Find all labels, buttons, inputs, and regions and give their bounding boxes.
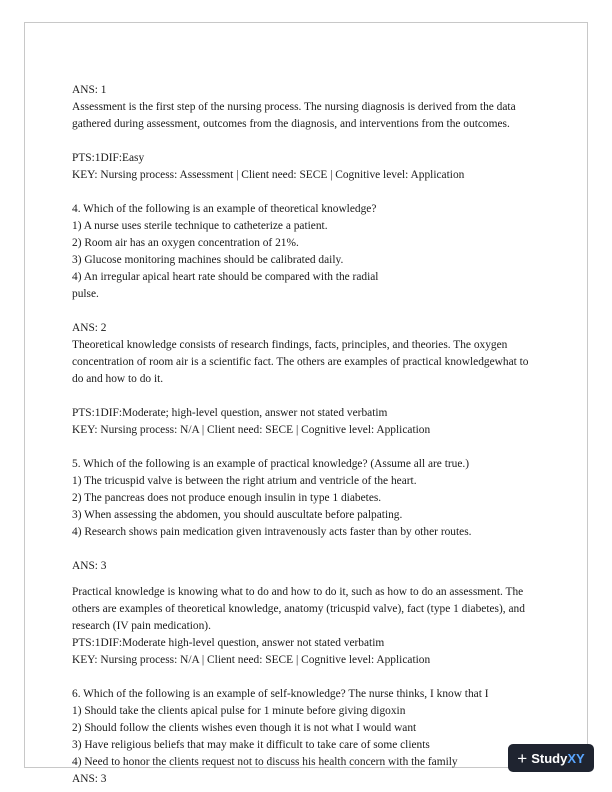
q5-block <box>72 456 542 669</box>
q3-rationale: Assessment is the first step of the nursing process. The nursing diagnosis is derived from the data gathered during assessment, outcomes from the diagnosis, and interventions from the outcomes. <box>72 101 516 130</box>
q6-option-2: 2) Should follow the clients wishes even though it is not what I would want <box>72 722 417 734</box>
q4-question: 4. Which of the following is an example of theoretical knowledge? <box>72 203 377 215</box>
plus-icon: + <box>517 748 528 768</box>
q6-question: 6. Which of the following is an example of self-knowledge? The nurse thinks, I know that I <box>72 688 489 700</box>
q3-key: KEY: Nursing process: Assessment | Client need: SECE | Cognitive level: Application <box>72 169 465 181</box>
q6-block <box>72 686 542 788</box>
q5-answer: ANS: 3 <box>72 560 107 572</box>
q4-points: PTS:1DIF:Moderate; high-level question, answer not stated verbatim <box>72 407 388 419</box>
q5-option-1: 1) The tricuspid valve is between the right atrium and ventricle of the heart. <box>72 475 417 487</box>
q5-option-2: 2) The pancreas does not produce enough insulin in type 1 diabetes. <box>72 492 382 504</box>
q6-answer: ANS: 3 <box>72 773 107 785</box>
q6-option-4: 4) Need to honor the clients request not to discuss his health concern with the family <box>72 756 458 768</box>
studyxy-logo[interactable] <box>508 744 594 772</box>
q6-option-3: 3) Have religious beliefs that may make it difficult to take care of some clients <box>72 739 430 751</box>
q4-option-1: 1) A nurse uses sterile technique to catheterize a patient. <box>72 220 328 232</box>
q4-key: KEY: Nursing process: N/A | Client need: SECE | Cognitive level: Application <box>72 424 431 436</box>
q5-option-3: 3) When assessing the abdomen, you should auscultate before palpating. <box>72 509 403 521</box>
q5-option-4: 4) Research shows pain medication given intravenously acts faster than by other routes. <box>72 526 472 538</box>
q4-rationale: Theoretical knowledge consists of research findings, facts, principles, and theories. The oxygen concentration of room air is a scientific fact. The others are examples of practical knowledgewhat to do and how to do it. <box>72 339 529 385</box>
q4-block <box>72 201 542 439</box>
logo-text-xy: XY <box>567 750 585 766</box>
q5-question: 5. Which of the following is an example of practical knowledge? (Assume all are true.) <box>72 458 470 470</box>
q4-answer: ANS: 2 <box>72 322 107 334</box>
q4-option-2: 2) Room air has an oxygen concentration of 21%. <box>72 237 299 249</box>
q3-answer-block <box>72 82 542 184</box>
document-content <box>72 82 542 788</box>
q4-option-3: 3) Glucose monitoring machines should be calibrated daily. <box>72 254 344 266</box>
q5-points: PTS:1DIF:Moderate high-level question, answer not stated verbatim <box>72 637 385 649</box>
q4-option-4-continued: pulse. <box>72 288 99 300</box>
q4-option-4: 4) An irregular apical heart rate should be compared with the radial <box>72 271 379 283</box>
q5-rationale: Practical knowledge is knowing what to do and how to do it, such as how to do an assessment. The others are examples of theoretical knowledge, anatomy (tricuspid valve), fact (type 1 diabetes), and research (IV pain medication). <box>72 586 525 632</box>
q6-option-1: 1) Should take the clients apical pulse for 1 minute before giving digoxin <box>72 705 406 717</box>
logo-text-study: Study <box>531 750 568 766</box>
q3-points: PTS:1DIF:Easy <box>72 152 145 164</box>
q3-answer: ANS: 1 <box>72 84 107 96</box>
q5-key: KEY: Nursing process: N/A | Client need: SECE | Cognitive level: Application <box>72 654 431 666</box>
